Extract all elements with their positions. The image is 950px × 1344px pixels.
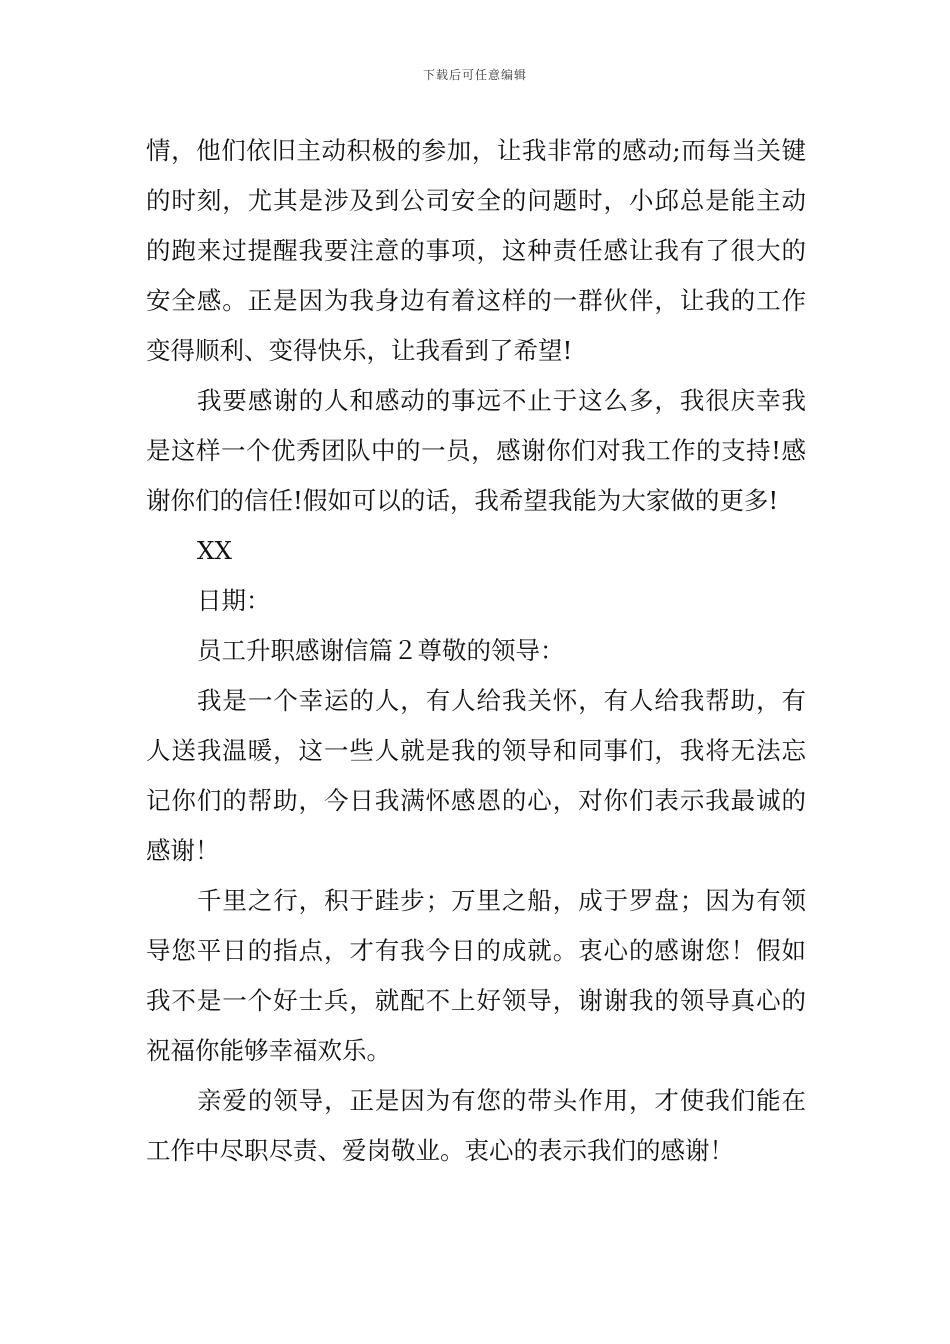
paragraph-guidance: 千里之行，积于跬步；万里之船，成于罗盘；因为有领导您平日的指点，才有我今日的成就。衷心的感谢您！假如我不是一个好士兵，就配不上好领导，谢谢我的领导真心的祝福你能够幸福欢乐。 [146, 886, 806, 1065]
letter-body [146, 126, 806, 1176]
paragraph-continuation: 情，他们依旧主动积极的参加，让我非常的感动;而每当关键的时刻，尤其是涉及到公司安全的问题时，小邱总是能主动的跑来过提醒我要注意的事项，这种责任感让我有了很大的安全感。正是因为我身边有着这样的一群伙伴，让我的工作变得顺利、变得快乐，让我看到了希望! [146, 136, 806, 365]
paragraph-leadership: 亲爱的领导，正是因为有您的带头作用，才使我们能在工作中尽职尽责、爱岗敬业。衷心的表示我们的感谢！ [146, 1086, 806, 1165]
header-note: 下载后可任意编辑 [422, 68, 527, 82]
paragraph-gratitude: 我是一个幸运的人，有人给我关怀，有人给我帮助，有人送我温暖，这一些人就是我的领导和同事们，我将无法忘记你们的帮助，今日我满怀感恩的心，对你们表示我最诚的感谢！ [146, 686, 806, 865]
signature-name: XX [197, 536, 232, 565]
date-line: 日期： [197, 586, 271, 615]
letter-title-salutation: 员工升职感谢信篇２尊敬的领导： [197, 636, 565, 665]
paragraph-thanks: 我要感谢的人和感动的事远不止于这么多，我很庆幸我是这样一个优秀团队中的一员，感谢你们对我工作的支持!感谢你们的信任!假如可以的话，我希望我能为大家做的更多! [146, 386, 806, 515]
